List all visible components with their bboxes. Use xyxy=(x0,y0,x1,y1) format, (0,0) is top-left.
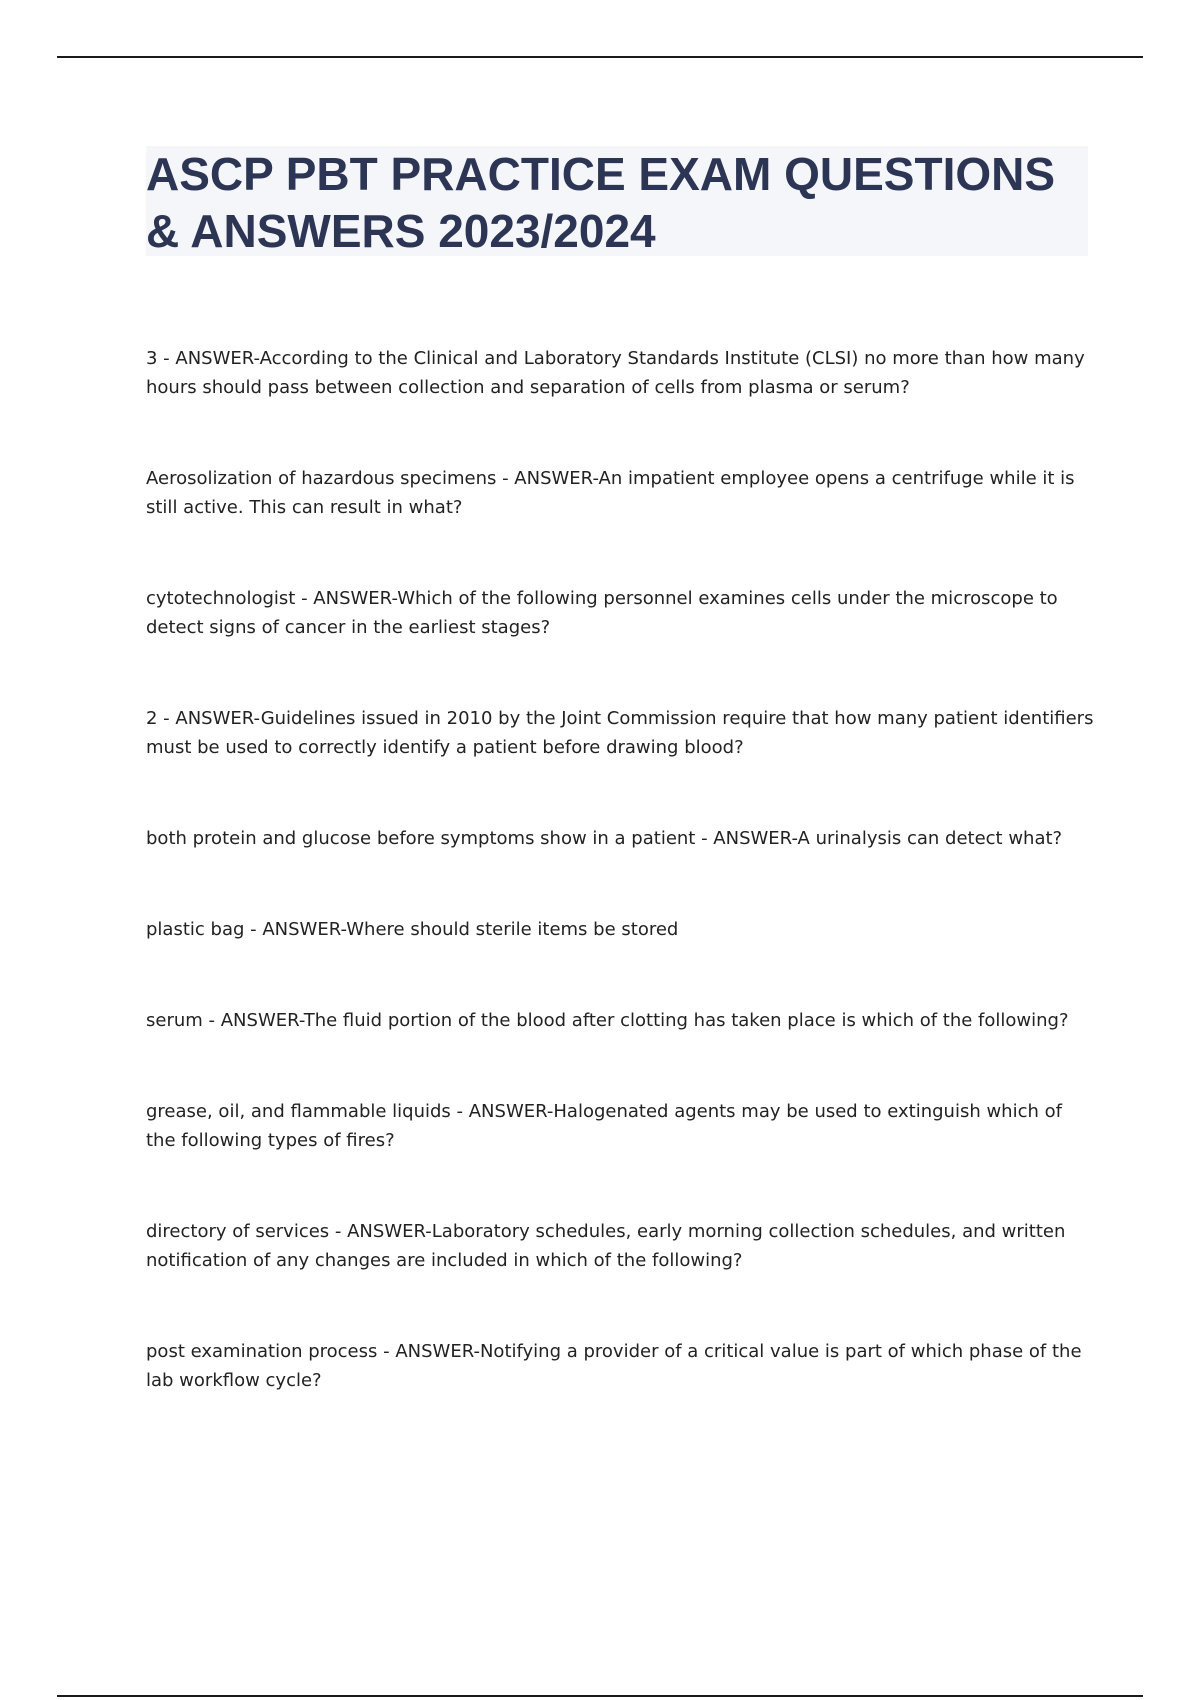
qa-item: post examination process - ANSWER-Notifying a provider of a critical value is part of which phase of the lab workflow cycle? xyxy=(146,1341,1082,1391)
qa-item: plastic bag - ANSWER-Where should sterile items be stored xyxy=(146,919,679,940)
qa-item: grease, oil, and flammable liquids - ANSWER-Halogenated agents may be used to extinguish which of the following types of fires? xyxy=(146,1101,1062,1151)
document-title: ASCP PBT PRACTICE EXAM QUESTIONS & ANSWERS 2023/2024 xyxy=(146,148,1056,257)
qa-item: Aerosolization of hazardous specimens - ANSWER-An impatient employee opens a centrifuge while it is still active. This can result in what? xyxy=(146,468,1075,518)
qa-list xyxy=(146,344,1096,1457)
qa-item: 2 - ANSWER-Guidelines issued in 2010 by the Joint Commission require that how many patient identifiers must be used to correctly identify a patient before drawing blood? xyxy=(146,708,1094,758)
qa-item: directory of services - ANSWER-Laboratory schedules, early morning collection schedules, and written notification of any changes are included in which of the following? xyxy=(146,1221,1066,1271)
footer-rule xyxy=(57,1695,1143,1697)
title-block xyxy=(146,146,1088,256)
qa-item: serum - ANSWER-The fluid portion of the blood after clotting has taken place is which of the following? xyxy=(146,1010,1069,1031)
qa-item: both protein and glucose before symptoms show in a patient - ANSWER-A urinalysis can detect what? xyxy=(146,828,1063,849)
qa-item: 3 - ANSWER-According to the Clinical and Laboratory Standards Institute (CLSI) no more than how many hours should pass between collection and separation of cells from plasma or serum? xyxy=(146,348,1085,398)
qa-item: cytotechnologist - ANSWER-Which of the following personnel examines cells under the microscope to detect signs of cancer in the earliest stages? xyxy=(146,588,1058,638)
header-rule xyxy=(57,56,1143,58)
